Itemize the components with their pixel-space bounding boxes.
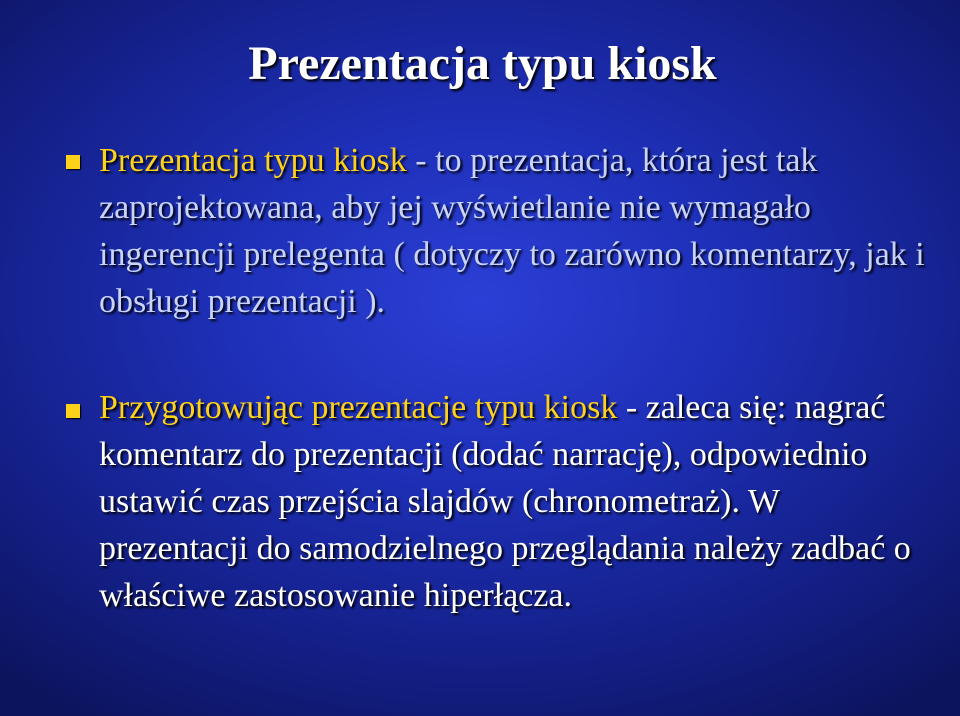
bullet-item-kiosk-preparation (66, 384, 926, 619)
square-bullet-icon (66, 155, 80, 169)
square-bullet-icon (66, 404, 80, 418)
bullet-body: - zaleca się: nagrać komentarz do prezentacji (dodać narrację), odpowiednio ustawić czas przejścia slajdów (chronometraż). W prezentacji do samodzielnego przeglądania należy zadbać o właściwe zastosowanie hiperłącza. (99, 389, 911, 614)
bullet-highlight: Przygotowując prezentacje typu kiosk (99, 389, 618, 426)
bullet-text (99, 137, 926, 325)
bullet-item-kiosk-definition (66, 137, 926, 325)
bullet-text (99, 384, 926, 619)
slide-title: Prezentacja typu kiosk (248, 37, 717, 90)
bullet-highlight: Prezentacja typu kiosk (99, 142, 407, 179)
bullet-body: - to prezentacja, która jest tak zaprojektowana, aby jej wyświetlanie nie wymagało ingerencji prelegenta ( dotyczy to zarówno komentarzy, jak i obsługi prezentacji ). (99, 142, 925, 320)
